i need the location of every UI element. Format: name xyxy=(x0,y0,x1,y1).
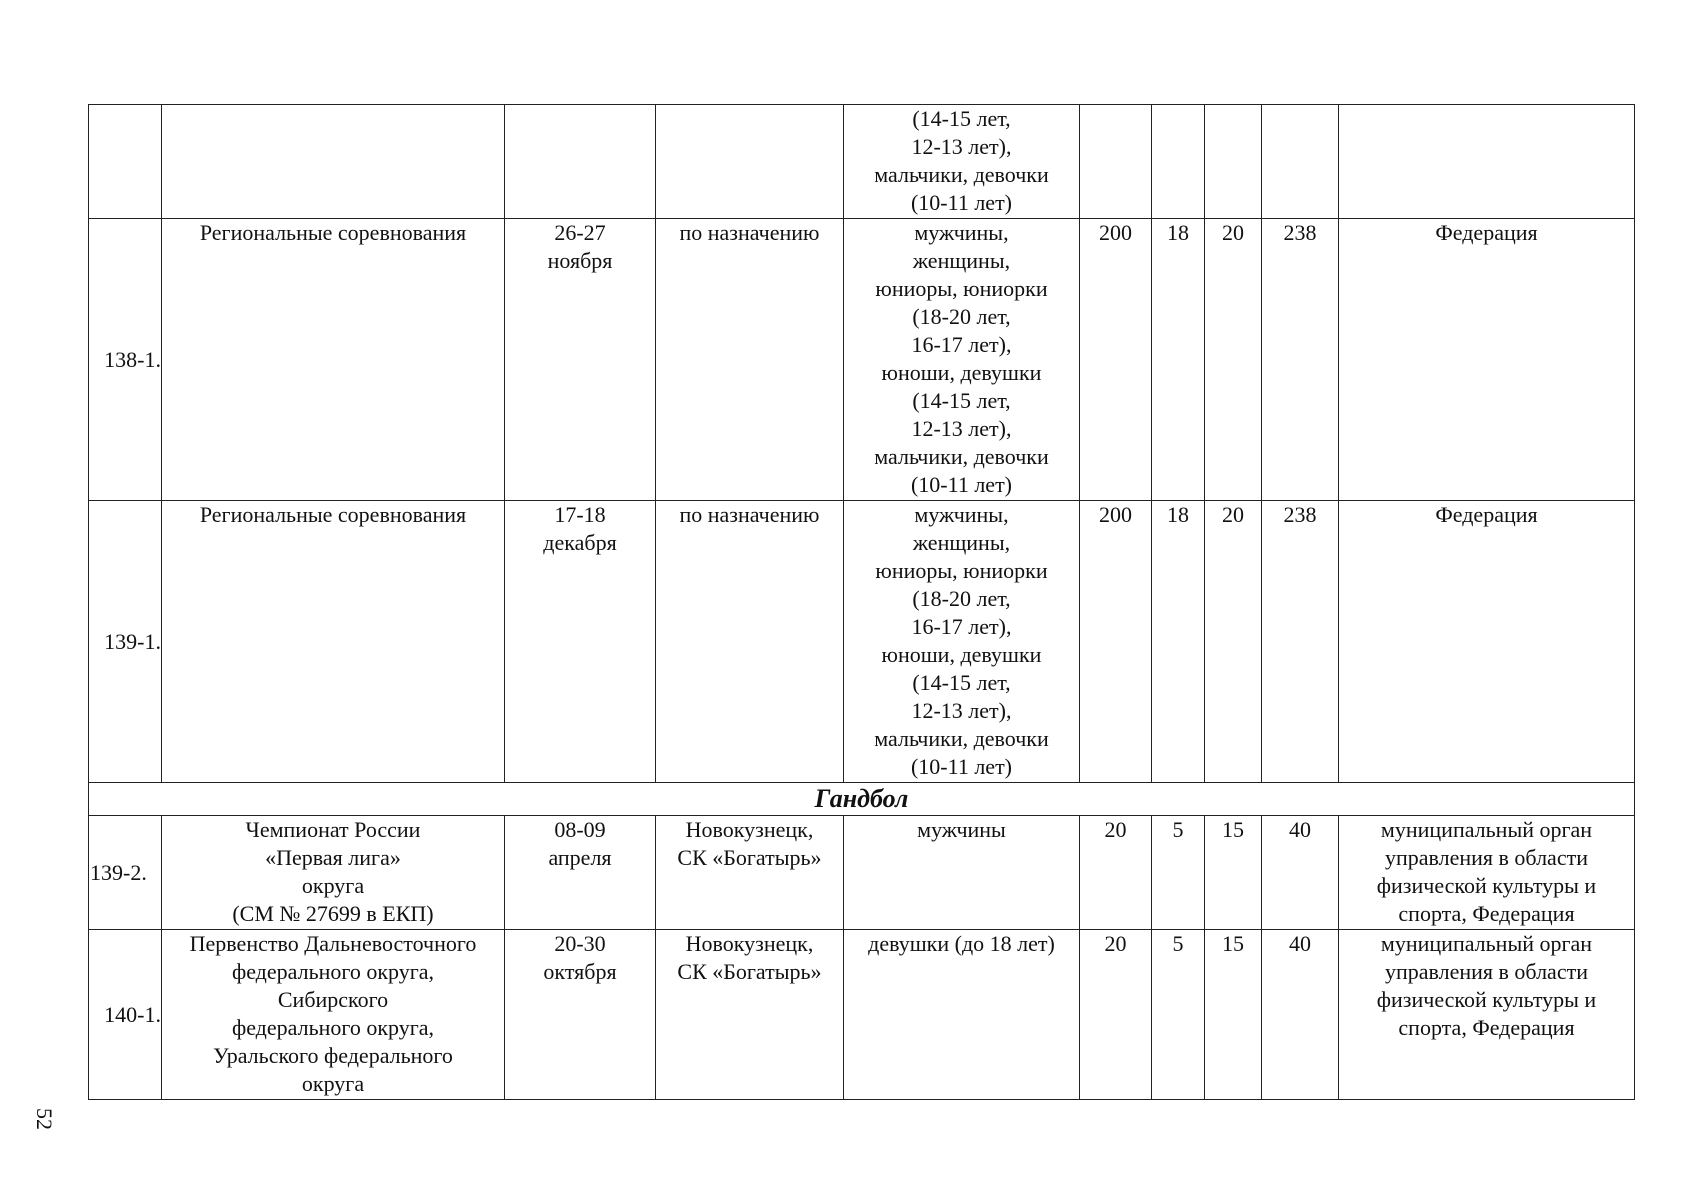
cell-line: 17-18 xyxy=(554,502,606,527)
cell-line: 26-27 xyxy=(554,220,606,245)
cell-line: (14-15 лет, xyxy=(912,670,1011,695)
cell-line: (18-20 лет, xyxy=(912,304,1011,329)
section-row xyxy=(89,783,1635,816)
cell-line: 16-17 лет), xyxy=(911,332,1012,357)
cell-line: декабря xyxy=(543,530,617,555)
count-1: 200 xyxy=(1080,219,1152,501)
event-place xyxy=(656,930,844,1100)
event-name xyxy=(162,816,505,930)
cell-line: муниципальный орган xyxy=(1380,817,1593,842)
event-date xyxy=(505,501,656,783)
table-row xyxy=(89,930,1635,1100)
cell-line: Первенство Дальневосточного xyxy=(189,931,477,956)
cell-line: физической культуры и xyxy=(1376,873,1597,898)
cell-line: федерального округа, xyxy=(231,959,435,984)
events-table xyxy=(88,104,1635,1100)
cell-line: юниоры, юниорки xyxy=(875,558,1048,583)
cell-line: Новокузнецк, xyxy=(685,817,814,842)
cell-line: Федерация xyxy=(1435,220,1538,245)
cell-line: мужчины, xyxy=(914,502,1009,527)
count-total xyxy=(1262,105,1339,219)
count-total: 238 xyxy=(1262,219,1339,501)
cell-line: (10-11 лет) xyxy=(910,754,1013,779)
row-number: 139-1. xyxy=(89,501,162,783)
cell-line: муниципальный орган xyxy=(1380,931,1593,956)
count-1: 200 xyxy=(1080,501,1152,783)
event-date xyxy=(505,816,656,930)
cell-line: женщины, xyxy=(912,248,1011,273)
participants xyxy=(844,816,1080,930)
cell-line: октября xyxy=(543,959,617,984)
cell-line: юноши, девушки xyxy=(881,360,1042,385)
count-2: 18 xyxy=(1152,219,1205,501)
cell-line: 12-13 лет), xyxy=(911,698,1012,723)
row-number xyxy=(89,105,162,219)
cell-line: физической культуры и xyxy=(1376,987,1597,1012)
cell-line: (14-15 лет, xyxy=(912,106,1011,131)
cell-line: мальчики, девочки xyxy=(874,444,1049,469)
cell-line: девушки (до 18 лет) xyxy=(868,931,1055,956)
table-row xyxy=(89,105,1635,219)
cell-line: мужчины xyxy=(917,817,1006,842)
organizer xyxy=(1339,501,1635,783)
row-number: 140-1. xyxy=(89,930,162,1100)
event-date xyxy=(505,219,656,501)
event-date xyxy=(505,930,656,1100)
count-1 xyxy=(1080,105,1152,219)
table-row xyxy=(89,219,1635,501)
cell-line: Региональные соревнования xyxy=(199,220,467,245)
cell-line: управления в области xyxy=(1385,959,1588,984)
cell-line: (14-15 лет, xyxy=(912,388,1011,413)
table-row xyxy=(89,501,1635,783)
event-place xyxy=(656,105,844,219)
event-date xyxy=(505,105,656,219)
count-1: 20 xyxy=(1080,816,1152,930)
cell-line: Региональные соревнования xyxy=(199,502,467,527)
table-row xyxy=(89,816,1635,930)
count-3: 15 xyxy=(1205,816,1262,930)
cell-line: юниоры, юниорки xyxy=(875,276,1048,301)
section-title: Гандбол xyxy=(89,783,1635,816)
cell-line: Чемпионат России xyxy=(245,817,421,842)
organizer xyxy=(1339,816,1635,930)
organizer xyxy=(1339,219,1635,501)
cell-line: 20-30 xyxy=(554,931,606,956)
participants xyxy=(844,501,1080,783)
cell-line: спорта, Федерация xyxy=(1398,1015,1575,1040)
cell-line: управления в области xyxy=(1385,845,1588,870)
cell-line: ноября xyxy=(547,248,613,273)
cell-line: Уральского федерального xyxy=(213,1043,453,1068)
count-3 xyxy=(1205,105,1262,219)
participants xyxy=(844,219,1080,501)
cell-line: (10-11 лет) xyxy=(910,472,1013,497)
cell-line: 12-13 лет), xyxy=(911,134,1012,159)
cell-line: 16-17 лет), xyxy=(911,614,1012,639)
cell-line: по назначению xyxy=(679,502,820,527)
cell-line: федерального округа, xyxy=(231,1015,435,1040)
event-name xyxy=(162,930,505,1100)
cell-line: Новокузнецк, xyxy=(685,931,814,956)
cell-line: апреля xyxy=(548,845,612,870)
cell-line: женщины, xyxy=(912,530,1011,555)
cell-line: юноши, девушки xyxy=(881,642,1042,667)
page-number: 52 xyxy=(32,1108,57,1130)
organizer xyxy=(1339,930,1635,1100)
cell-line: мальчики, девочки xyxy=(874,162,1049,187)
count-total: 238 xyxy=(1262,501,1339,783)
participants xyxy=(844,105,1080,219)
count-total: 40 xyxy=(1262,816,1339,930)
event-place xyxy=(656,219,844,501)
cell-line: 12-13 лет), xyxy=(911,416,1012,441)
row-number: 138-1. xyxy=(89,219,162,501)
event-name xyxy=(162,219,505,501)
count-3: 15 xyxy=(1205,930,1262,1100)
cell-line: по назначению xyxy=(679,220,820,245)
row-number: 139-2. xyxy=(89,816,162,930)
count-2 xyxy=(1152,105,1205,219)
event-name xyxy=(162,105,505,219)
count-2: 18 xyxy=(1152,501,1205,783)
cell-line: (18-20 лет, xyxy=(912,586,1011,611)
count-1: 20 xyxy=(1080,930,1152,1100)
cell-line: Федерация xyxy=(1435,502,1538,527)
count-2: 5 xyxy=(1152,816,1205,930)
cell-line: СК «Богатырь» xyxy=(677,845,822,870)
cell-line: округа xyxy=(301,1071,365,1096)
cell-line: мальчики, девочки xyxy=(874,726,1049,751)
cell-line: (10-11 лет) xyxy=(910,190,1013,215)
cell-line: Сибирского xyxy=(277,987,389,1012)
event-place xyxy=(656,816,844,930)
cell-line: спорта, Федерация xyxy=(1398,901,1575,926)
cell-line: «Первая лига» xyxy=(265,845,401,870)
cell-line: 08-09 xyxy=(554,817,606,842)
cell-line: СК «Богатырь» xyxy=(677,959,822,984)
count-3: 20 xyxy=(1205,501,1262,783)
count-2: 5 xyxy=(1152,930,1205,1100)
count-total: 40 xyxy=(1262,930,1339,1100)
event-name xyxy=(162,501,505,783)
event-place xyxy=(656,501,844,783)
cell-line: (СМ № 27699 в ЕКП) xyxy=(232,901,434,926)
participants xyxy=(844,930,1080,1100)
count-3: 20 xyxy=(1205,219,1262,501)
organizer xyxy=(1339,105,1635,219)
cell-line: округа xyxy=(301,873,365,898)
cell-line: мужчины, xyxy=(914,220,1009,245)
